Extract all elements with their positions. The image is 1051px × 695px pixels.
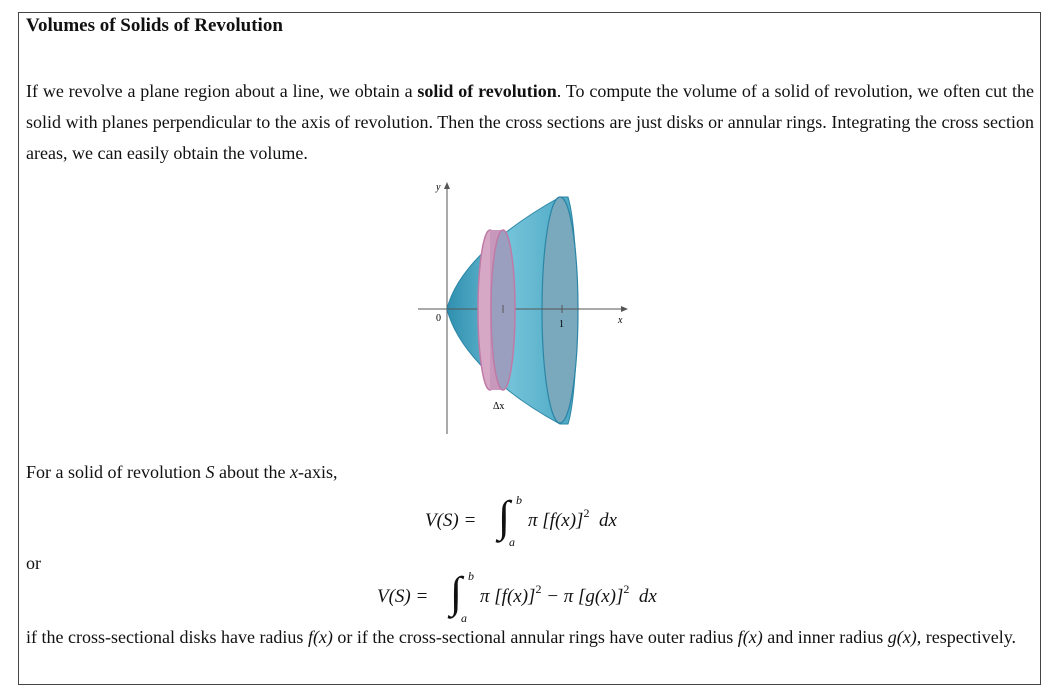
x-axis-arrow [621,306,628,312]
formula1-lhs: V(S) = [425,510,477,531]
formula2-integral-sign: ∫ [450,568,463,617]
axis-statement-text-3: -axis, [297,462,338,482]
var-x: x [289,462,298,482]
closing-f-1: f(x) [307,627,333,647]
formula1-lower-limit: a [509,535,515,549]
x-axis-label: x [618,315,623,326]
y-axis-label: y [436,182,441,193]
delta-x-label: Δx [493,401,505,412]
closing-text-3: and inner radius [762,627,888,647]
formula-washer [377,586,428,608]
closing-text-4: , respectively. [916,627,1017,647]
formula2-dx: dx [638,586,657,607]
formula1-dx: dx [598,510,617,531]
intro-bold-term: solid of revolution [417,81,557,101]
origin-label: 0 [436,313,441,324]
formula-disk [425,510,476,532]
formula2-body-g: − π [g(x)] [541,586,624,607]
formula2-body-f: π [f(x)] [480,586,536,607]
y-axis-arrow [444,182,450,189]
x-tick-label-1: 1 [559,319,564,330]
formula2-upper-limit: b [468,569,474,583]
formula1-integrand [528,506,617,532]
axis-statement-text-2: about the [214,462,290,482]
solid-end-face [542,197,578,423]
page-title: Volumes of Solids of Revolution [26,15,283,36]
solid-of-revolution-figure [410,176,640,438]
formula1-upper-limit: b [516,493,522,507]
formula1-power: 2 [583,506,590,520]
formula2-power-2: 2 [623,582,630,596]
formula1-integral-sign: ∫ [498,492,511,541]
closing-text-2: or if the cross-sectional annular rings have outer radius [332,627,738,647]
var-S: S [205,462,215,482]
intro-text-before: If we revolve a plane region about a line, we obtain a [26,81,418,101]
or-text: or [26,553,41,573]
axis-statement-text-1: For a solid of revolution [26,462,206,482]
formula2-integrand [480,582,657,608]
formula1-body: π [f(x)] [528,510,584,531]
closing-paragraph [26,622,1034,653]
formula2-power-1: 2 [535,582,542,596]
formula2-lhs: V(S) = [377,586,429,607]
axis-statement [26,457,337,488]
formula2-lower-limit: a [461,611,467,625]
closing-text-1: if the cross-sectional disks have radius [26,627,308,647]
intro-paragraph [26,76,1034,169]
intro-text-after: . To compute the volume of a solid of revolution, we often cut the solid with planes perpendicular to the axis of revolution. Then the cross sections are just disks or annular rings. Integrating the cross section areas, we can easily obtain the volume. [26,81,1035,163]
closing-g: g(x) [887,627,917,647]
closing-f-2: f(x) [737,627,763,647]
